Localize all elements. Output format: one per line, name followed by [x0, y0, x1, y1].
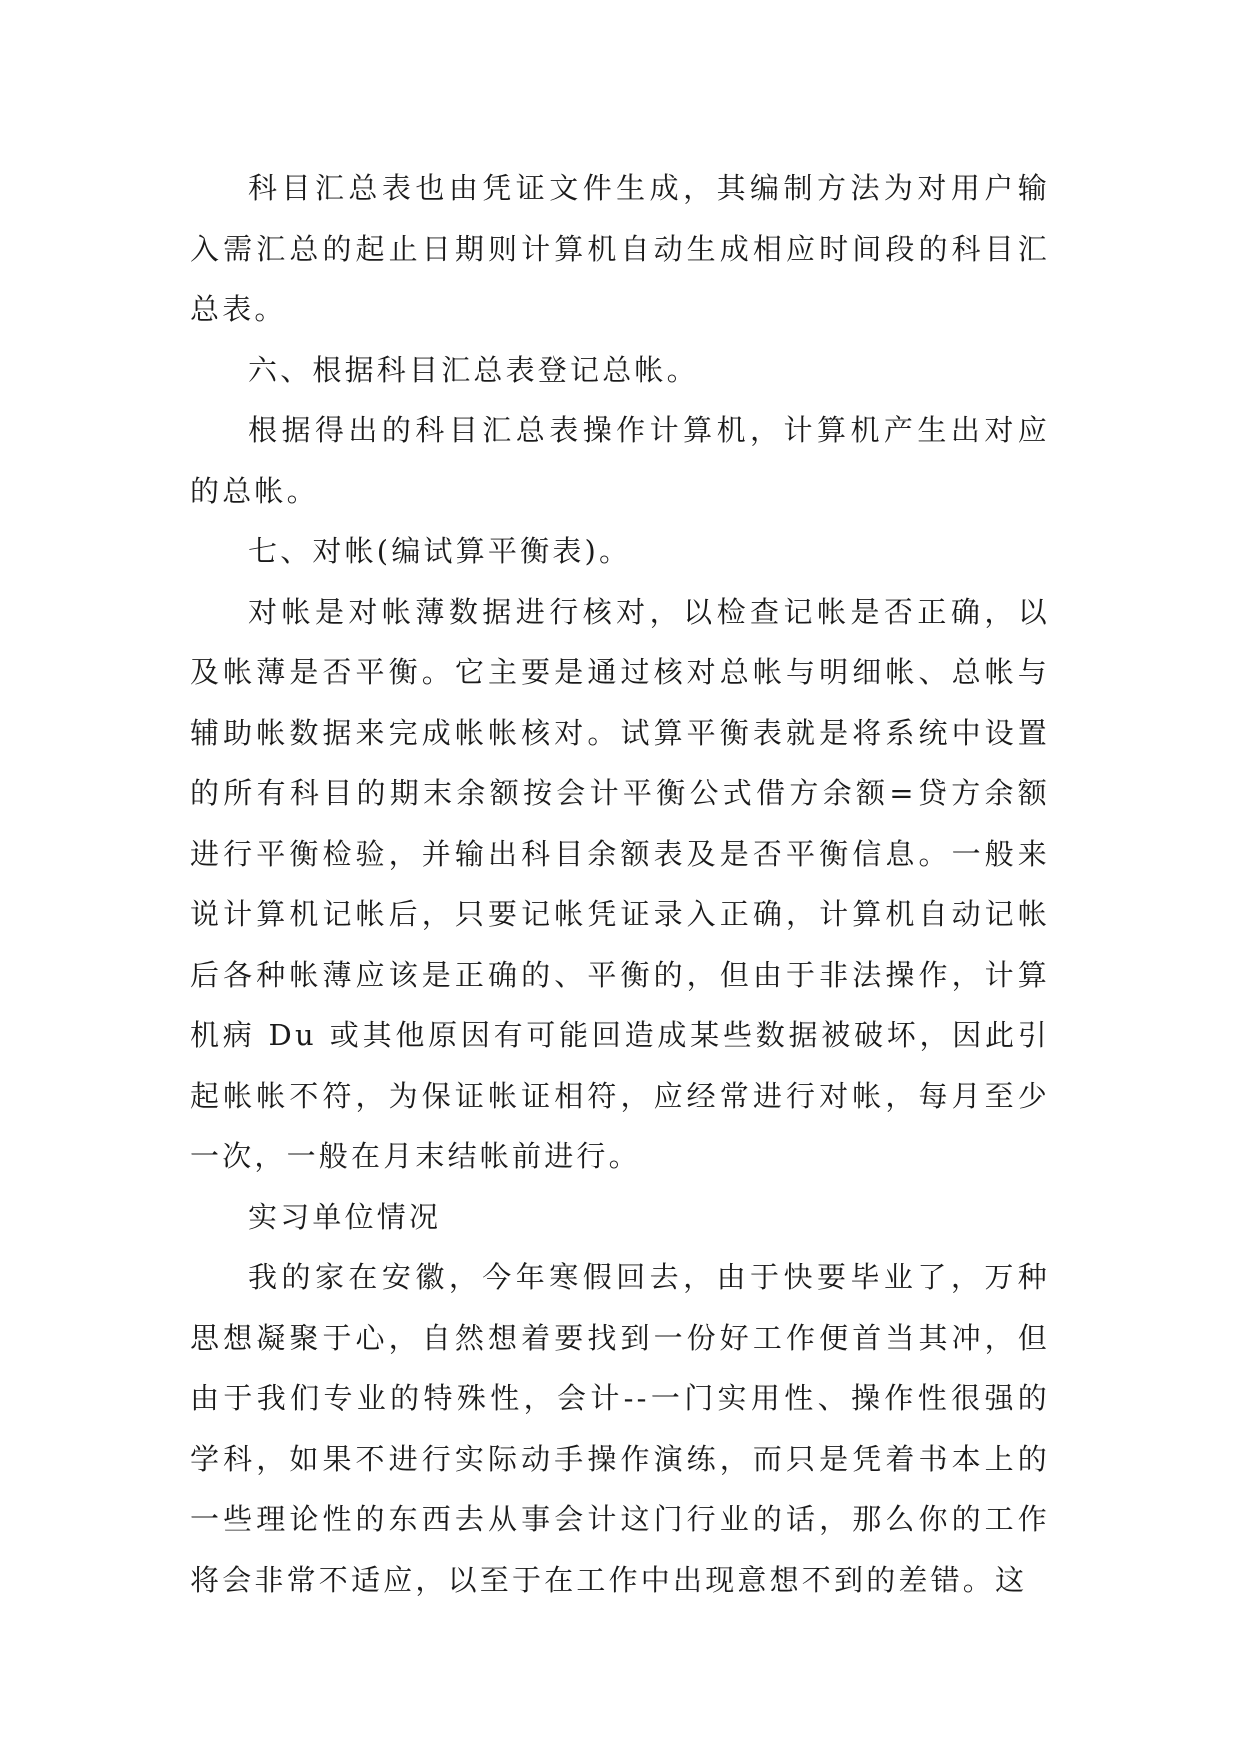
paragraph-internship-background: 我的家在安徽，今年寒假回去，由于快要毕业了，万种思想凝聚于心，自然想着要找到一份好工作便首当其冲，但由于我们专业的特殊性，会计--一门实用性、操作性很强的学科，如果不进行实际动手操作演练，而只是凭着书本上的一些理论性的东西去从事会计这门行业的话，那么你的工作将会非常不适应，以至于在工作中出现意想不到的差错。这 — [190, 1260, 1050, 1597]
paragraph-subject-summary-generation: 科目汇总表也由凭证文件生成，其编制方法为对用户输入需汇总的起止日期则计算机自动生成相应时间段的科目汇总表。 — [190, 171, 1050, 326]
document-body — [190, 158, 1050, 1610]
heading-step-seven: 七、对帐(编试算平衡表)。 — [248, 534, 632, 568]
heading-step-six: 六、根据科目汇总表登记总帐。 — [248, 352, 699, 387]
heading-internship-unit: 实习单位情况 — [248, 1199, 442, 1234]
paragraph-general-ledger: 根据得出的科目汇总表操作计算机，计算机产生出对应的总帐。 — [190, 413, 1050, 508]
paragraph-reconciliation: 对帐是对帐薄数据进行核对，以检查记帐是否正确，以及帐薄是否平衡。它主要是通过核对总帐与明细帐、总帐与辅助帐数据来完成帐帐核对。试算平衡表就是将系统中设置的所有科目的期末余额按会计平衡公式借方余额=贷方余额进行平衡检验，并输出科目余额表及是否平衡信息。一般来说计算机记帐后，只要记帐凭证录入正确，计算机自动记帐后各种帐薄应该是正确的、平衡的，但由于非法操作，计算机病 Du 或其他原因有可能回造成某些数据被破坏，因此引起帐帐不符，为保证帐证相符，应经常进行对帐，每月至少一次，一般在月末结帐前进行。 — [190, 594, 1050, 1173]
